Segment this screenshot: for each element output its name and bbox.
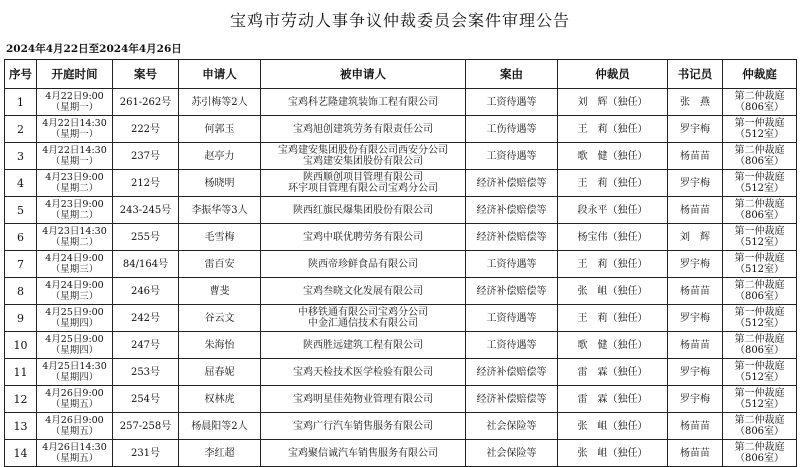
cell-applicant: 李振华等3人 [179, 197, 261, 224]
cell-cause: 工伤待遇等 [466, 116, 558, 143]
hearing-weekday: （星期五） [50, 453, 99, 464]
cell-time [37, 359, 113, 386]
cell-cause: 经济补偿赔偿等 [466, 359, 558, 386]
hearing-weekday: （星期三） [50, 264, 99, 275]
cell-time [37, 332, 113, 359]
court-room: （512室） [734, 129, 785, 140]
hearing-weekday: （星期四） [50, 318, 99, 329]
cell-cause: 工资待遇等 [466, 332, 558, 359]
cell-no: 9 [5, 305, 37, 332]
cell-court [723, 170, 797, 197]
cell-arbitrator: 雷 霖（独任） [558, 386, 668, 413]
cell-no: 14 [5, 440, 37, 467]
cell-time [37, 116, 113, 143]
cell-cause: 经济补偿赔偿等 [466, 224, 558, 251]
cell-no: 11 [5, 359, 37, 386]
cell-case-no: 212号 [113, 170, 179, 197]
cell-court [723, 224, 797, 251]
cell-applicant: 曹斐 [179, 278, 261, 305]
cell-time [37, 224, 113, 251]
cell-court [723, 359, 797, 386]
cell-clerk: 杨苗苗 [668, 413, 723, 440]
cell-arbitrator: 刘 辉（独任） [558, 89, 668, 116]
cell-case-no: 254号 [113, 386, 179, 413]
header-court: 仲裁庭 [723, 60, 797, 89]
cell-no: 5 [5, 197, 37, 224]
hearing-time: 4月24日9:00 [45, 253, 104, 264]
court-room: （512室） [734, 399, 785, 410]
respondent-line: 宝鸡叁晓文化发展有限公司 [303, 285, 423, 297]
table-row [5, 332, 797, 359]
hearing-weekday: （星期五） [50, 426, 99, 437]
court-name: 第一仲裁庭 [734, 226, 785, 237]
respondent-line: 宝鸡建安集团股份有限公司西安分公司 [278, 145, 448, 156]
respondent-line: 环宇项目管理有限公司宝鸡分公司 [288, 183, 438, 194]
hearing-weekday: （星期一） [50, 102, 99, 113]
cell-case-no: 253号 [113, 359, 179, 386]
cell-case-no: 243-245号 [113, 197, 179, 224]
header-clerk: 书记员 [668, 60, 723, 89]
cell-court [723, 143, 797, 170]
cell-applicant: 朱海怡 [179, 332, 261, 359]
cell-applicant: 李红超 [179, 440, 261, 467]
table-row [5, 305, 797, 332]
court-name: 第二仲裁庭 [734, 415, 785, 426]
cell-case-no: 255号 [113, 224, 179, 251]
table-row [5, 143, 797, 170]
cell-court [723, 251, 797, 278]
header-cause: 案由 [466, 60, 558, 89]
cell-applicant: 谷云文 [179, 305, 261, 332]
respondent-line: 陕西红旗民爆集团股份有限公司 [293, 204, 433, 216]
court-room: （512室） [734, 372, 785, 383]
cell-time [37, 440, 113, 467]
court-room: （806室） [734, 291, 785, 302]
page-title: 宝鸡市劳动人事争议仲裁委员会案件审理公告 [229, 11, 570, 30]
cell-cause: 经济补偿赔偿等 [466, 386, 558, 413]
header-no: 序号 [5, 60, 37, 89]
cell-clerk: 杨苗苗 [668, 332, 723, 359]
cell-clerk: 罗宇梅 [668, 251, 723, 278]
cell-clerk: 杨苗苗 [668, 440, 723, 467]
court-room: （806室） [734, 210, 785, 221]
court-room: （512室） [734, 183, 785, 194]
header-arbitrator: 仲裁员 [558, 60, 668, 89]
hearing-schedule-table [4, 59, 797, 467]
cell-arbitrator: 雷 霖（独任） [558, 359, 668, 386]
cell-time [37, 89, 113, 116]
hearing-weekday: （星期一） [50, 156, 99, 167]
cell-court [723, 386, 797, 413]
cell-case-no: 257-258号 [113, 413, 179, 440]
cell-time [37, 197, 113, 224]
hearing-weekday: （星期二） [50, 210, 99, 221]
cell-case-no: 247号 [113, 332, 179, 359]
cell-court [723, 278, 797, 305]
table-row [5, 386, 797, 413]
header-case-no: 案号 [113, 60, 179, 89]
court-name: 第二仲裁庭 [734, 91, 785, 102]
cell-court [723, 332, 797, 359]
cell-court [723, 305, 797, 332]
table-row [5, 197, 797, 224]
hearing-time: 4月26日14:30 [42, 442, 107, 453]
cell-arbitrator: 张 岨（独任） [558, 413, 668, 440]
cell-arbitrator: 王 莉（独任） [558, 170, 668, 197]
cell-clerk: 杨苗苗 [668, 278, 723, 305]
hearing-time: 4月23日9:00 [45, 199, 104, 210]
cell-no: 10 [5, 332, 37, 359]
hearing-time: 4月25日14:30 [42, 361, 107, 372]
cell-court [723, 197, 797, 224]
cell-court [723, 440, 797, 467]
cell-arbitrator: 王 莉（独任） [558, 305, 668, 332]
cell-respondent [261, 305, 466, 332]
cell-clerk: 罗宇梅 [668, 386, 723, 413]
cell-cause: 经济补偿赔偿等 [466, 170, 558, 197]
cell-cause: 工资待遇等 [466, 305, 558, 332]
cell-case-no: 246号 [113, 278, 179, 305]
cell-respondent [261, 197, 466, 224]
cell-no: 6 [5, 224, 37, 251]
table-row [5, 440, 797, 467]
cell-no: 13 [5, 413, 37, 440]
court-room: （806室） [734, 345, 785, 356]
cell-applicant: 何郭玉 [179, 116, 261, 143]
table-header-row [5, 60, 797, 89]
cell-clerk: 罗宇梅 [668, 359, 723, 386]
cell-arbitrator: 王 莉（独任） [558, 116, 668, 143]
court-name: 第二仲裁庭 [734, 442, 785, 453]
respondent-line: 陕西顺创项目管理有限公司 [303, 172, 423, 183]
cell-respondent [261, 386, 466, 413]
cell-time [37, 413, 113, 440]
respondent-line: 中移铁通有限公司宝鸡分公司 [298, 307, 428, 318]
court-room: （806室） [734, 102, 785, 113]
cell-case-no: 242号 [113, 305, 179, 332]
hearing-time: 4月26日9:00 [45, 415, 104, 426]
cell-case-no: 237号 [113, 143, 179, 170]
cell-cause: 社会保险等 [466, 440, 558, 467]
hearing-time: 4月23日9:00 [45, 172, 104, 183]
cell-applicant: 赵亭力 [179, 143, 261, 170]
court-name: 第二仲裁庭 [734, 199, 785, 210]
cell-no: 7 [5, 251, 37, 278]
cell-respondent [261, 170, 466, 197]
respondent-line: 宝鸡旭创建筑劳务有限责任公司 [293, 123, 433, 135]
cell-applicant: 杨晓明 [179, 170, 261, 197]
cell-clerk: 罗宇梅 [668, 116, 723, 143]
cell-applicant: 杨晨阳等2人 [179, 413, 261, 440]
court-name: 第一仲裁庭 [734, 253, 785, 264]
court-room: （806室） [734, 156, 785, 167]
cell-court [723, 116, 797, 143]
header-applicant: 申请人 [179, 60, 261, 89]
hearing-weekday: （星期四） [50, 372, 99, 383]
cell-arbitrator: 歌 健（独任） [558, 143, 668, 170]
cell-no: 2 [5, 116, 37, 143]
hearing-time: 4月23日14:30 [42, 226, 107, 237]
cell-respondent [261, 440, 466, 467]
cell-time [37, 170, 113, 197]
respondent-line: 宝鸡聚信诚汽车销售服务有限公司 [288, 447, 438, 459]
cell-cause: 工资待遇等 [466, 89, 558, 116]
court-name: 第二仲裁庭 [734, 334, 785, 345]
court-room: （806室） [734, 453, 785, 464]
header-time: 开庭时间 [37, 60, 113, 89]
table-row [5, 224, 797, 251]
court-name: 第一仲裁庭 [734, 361, 785, 372]
cell-time [37, 251, 113, 278]
court-room: （806室） [734, 426, 785, 437]
cell-respondent [261, 116, 466, 143]
cell-no: 8 [5, 278, 37, 305]
cell-applicant: 雷百安 [179, 251, 261, 278]
cell-respondent [261, 143, 466, 170]
cell-cause: 工资待遇等 [466, 251, 558, 278]
cell-clerk: 杨苗苗 [668, 143, 723, 170]
hearing-time: 4月24日9:00 [45, 280, 104, 291]
court-name: 第一仲裁庭 [734, 388, 785, 399]
cell-clerk: 罗宇梅 [668, 170, 723, 197]
court-room: （512室） [734, 264, 785, 275]
respondent-line: 中金汇通信技术有限公司 [308, 318, 418, 329]
header-respondent: 被申请人 [261, 60, 466, 89]
cell-cause: 工资待遇等 [466, 143, 558, 170]
cell-arbitrator: 张 岨（独任） [558, 440, 668, 467]
cell-cause: 社会保险等 [466, 413, 558, 440]
respondent-line: 宝鸡广行汽车销售服务有限公司 [293, 420, 433, 432]
cell-time [37, 305, 113, 332]
respondent-line: 宝鸡天检技术医学检验有限公司 [293, 366, 433, 378]
table-row [5, 278, 797, 305]
cell-cause: 经济补偿赔偿等 [466, 197, 558, 224]
court-name: 第一仲裁庭 [734, 172, 785, 183]
cell-respondent [261, 332, 466, 359]
hearing-weekday: （星期二） [50, 237, 99, 248]
cell-arbitrator: 段永平（独任） [558, 197, 668, 224]
cell-clerk: 张 燕 [668, 89, 723, 116]
cell-no: 4 [5, 170, 37, 197]
hearing-time: 4月26日9:00 [45, 388, 104, 399]
hearing-weekday: （星期四） [50, 345, 99, 356]
hearing-time: 4月25日9:00 [45, 334, 104, 345]
respondent-line: 宝鸡科艺隆建筑装饰工程有限公司 [288, 96, 438, 108]
respondent-line: 陕西帝珍鲜食品有限公司 [308, 258, 418, 270]
cell-applicant: 毛雪梅 [179, 224, 261, 251]
cell-no: 1 [5, 89, 37, 116]
cell-applicant: 权林虎 [179, 386, 261, 413]
hearing-weekday: （星期一） [50, 129, 99, 140]
hearing-time: 4月22日14:30 [42, 118, 107, 129]
cell-respondent [261, 224, 466, 251]
table-row [5, 359, 797, 386]
cell-respondent [261, 413, 466, 440]
cell-arbitrator: 张 岨（独任） [558, 278, 668, 305]
cell-respondent [261, 359, 466, 386]
cell-respondent [261, 251, 466, 278]
court-name: 第一仲裁庭 [734, 118, 785, 129]
cell-arbitrator: 杨宝伟（独任） [558, 224, 668, 251]
respondent-line: 陕西胜远建筑工程有限公司 [303, 339, 423, 351]
hearing-time: 4月25日9:00 [45, 307, 104, 318]
hearing-weekday: （星期五） [50, 399, 99, 410]
cell-respondent [261, 278, 466, 305]
hearing-time: 4月22日14:30 [42, 145, 107, 156]
cell-applicant: 屈春妮 [179, 359, 261, 386]
cell-clerk: 杨苗苗 [668, 197, 723, 224]
table-row [5, 251, 797, 278]
cell-cause: 经济补偿赔偿等 [466, 278, 558, 305]
hearing-time: 4月22日9:00 [45, 91, 104, 102]
court-room: （512室） [734, 237, 785, 248]
table-row [5, 170, 797, 197]
cell-case-no: 261-262号 [113, 89, 179, 116]
cell-time [37, 386, 113, 413]
cell-case-no: 84/164号 [113, 251, 179, 278]
court-name: 第二仲裁庭 [734, 280, 785, 291]
cell-time [37, 278, 113, 305]
cell-case-no: 231号 [113, 440, 179, 467]
hearing-weekday: （星期三） [50, 291, 99, 302]
cell-no: 12 [5, 386, 37, 413]
cell-clerk: 罗宇梅 [668, 305, 723, 332]
respondent-line: 宝鸡明星佳苑物业管理有限公司 [293, 393, 433, 405]
cell-no: 3 [5, 143, 37, 170]
date-range: 2024年4月22日至2024年4月26日 [6, 43, 182, 55]
court-name: 第二仲裁庭 [734, 145, 785, 156]
cell-time [37, 143, 113, 170]
table-row [5, 413, 797, 440]
cell-arbitrator: 歌 健（独任） [558, 332, 668, 359]
cell-court [723, 89, 797, 116]
cell-court [723, 413, 797, 440]
respondent-line: 宝鸡建安集团股份有限公司 [303, 156, 423, 167]
respondent-line: 宝鸡中联优聘劳务有限公司 [303, 231, 423, 243]
table-row [5, 116, 797, 143]
cell-clerk: 刘 辉 [668, 224, 723, 251]
hearing-weekday: （星期二） [50, 183, 99, 194]
court-room: （512室） [734, 318, 785, 329]
table-row [5, 89, 797, 116]
court-name: 第一仲裁庭 [734, 307, 785, 318]
cell-applicant: 苏引梅等2人 [179, 89, 261, 116]
cell-case-no: 222号 [113, 116, 179, 143]
cell-arbitrator: 王 莉（独任） [558, 251, 668, 278]
cell-respondent [261, 89, 466, 116]
